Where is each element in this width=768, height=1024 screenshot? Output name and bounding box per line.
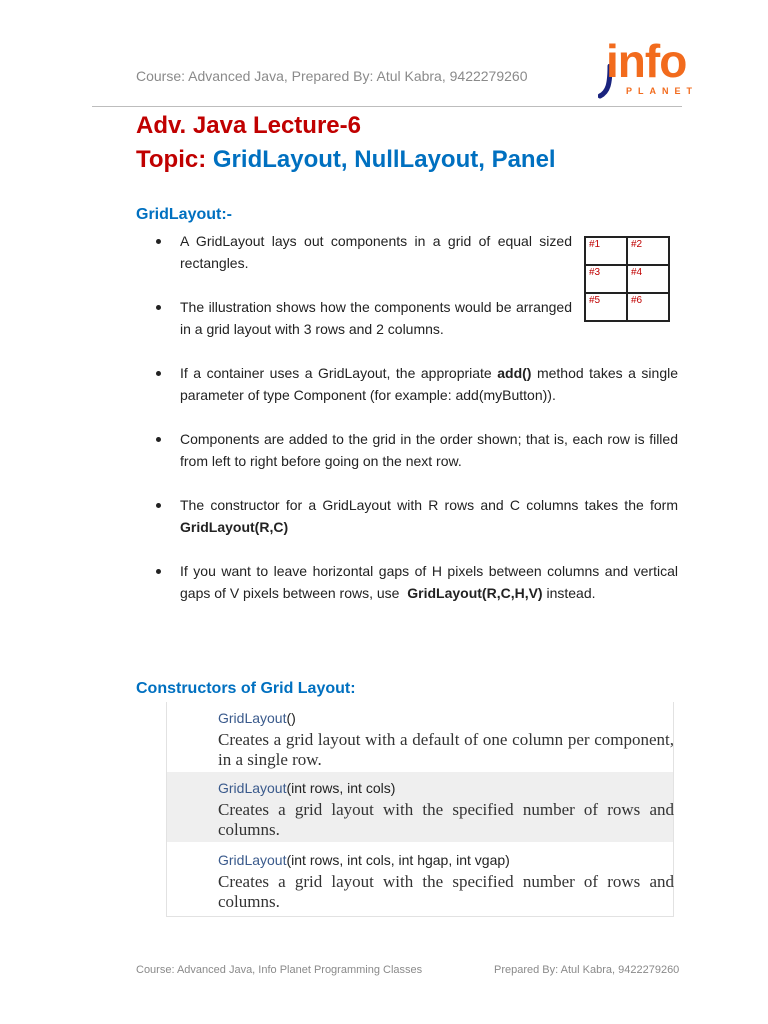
bullet-text [180, 494, 678, 538]
logo-text: info [606, 35, 687, 87]
info-planet-logo [598, 36, 708, 102]
gridlayout-heading: GridLayout:- [136, 206, 232, 223]
grid-cell: #6 [627, 293, 669, 321]
topic-title [136, 146, 556, 174]
lecture-title: Adv. Java Lecture-6 [136, 112, 361, 139]
footer-course: Course: Advanced Java, Info Planet Programming Classes [136, 964, 423, 976]
table-row [167, 772, 673, 842]
constructor-params: (int rows, int cols, int hgap, int vgap) [286, 852, 510, 868]
constructor-signature [218, 710, 296, 726]
add-method-bold: add() [497, 365, 532, 381]
grid-cell: #4 [627, 265, 669, 293]
table-row [167, 702, 673, 772]
grid-layout-illustration [584, 236, 670, 322]
grid-cell: #2 [627, 237, 669, 265]
constructor-params: () [286, 710, 296, 726]
constructor-signature [218, 852, 510, 868]
constructor-description: Creates a grid layout with a default of one column per component, in a single row. [218, 730, 674, 769]
header-divider [92, 106, 682, 107]
page-header: Course: Advanced Java, Prepared By: Atul Kabra, 9422279260 [136, 68, 528, 84]
bullet-text: A GridLayout lays out components in a grid of equal sized rectangles. [180, 233, 572, 271]
topic-label: Topic: [136, 146, 207, 173]
list-item [160, 296, 572, 340]
logo-subtext: PLANET [626, 86, 698, 96]
footer-author: Prepared By: Atul Kabra, 9422279260 [494, 964, 680, 976]
grid-cell: #5 [585, 293, 627, 321]
bullet-text-part: If a container uses a GridLayout, the appropriate [180, 365, 492, 381]
table-row [167, 842, 673, 916]
bullet-text: Components are added to the grid in the order shown; that is, each row is filled from left to right before going on the next row. [180, 431, 678, 469]
constructor-description: Creates a grid layout with the specified number of rows and columns. [218, 872, 674, 911]
gridlayout-rchv-bold: GridLayout(R,C,H,V) [407, 585, 543, 601]
constructor-signature [218, 780, 395, 796]
bullet-text-part: If you want to leave horizontal gaps of H pixels between columns and vertical gaps of V pixels between rows, use [180, 563, 678, 601]
bullet-text-rest: instead. [546, 585, 596, 601]
constructor-name: GridLayout [218, 852, 287, 868]
bullet-text-part: The constructor for a GridLayout with R rows and C columns takes the form [180, 497, 678, 513]
constructor-description: Creates a grid layout with the specified number of rows and columns. [218, 800, 674, 839]
bullet-text: The illustration shows how the components would be arranged in a grid layout with 3 rows and 2 columns. [180, 299, 572, 337]
list-item [160, 560, 678, 604]
constructors-heading: Constructors of Grid Layout: [136, 680, 356, 697]
constructors-table [166, 702, 674, 917]
bullet-text [180, 560, 678, 604]
constructor-name: GridLayout [218, 780, 287, 796]
topic-value: GridLayout, NullLayout, Panel [212, 146, 556, 173]
list-item [160, 494, 678, 538]
bullet-text [180, 362, 678, 406]
list-item [160, 428, 678, 472]
list-item [160, 362, 678, 406]
constructor-params: (int rows, int cols) [286, 780, 396, 796]
constructor-name: GridLayout [218, 710, 287, 726]
grid-cell: #3 [585, 265, 627, 293]
gridlayout-rc-bold: GridLayout(R,C) [180, 519, 289, 535]
grid-cell: #1 [585, 237, 627, 265]
bullet-text-rest: method takes a single parameter of type Component (for example: add(myButton)). [180, 365, 678, 403]
list-item [160, 230, 572, 274]
